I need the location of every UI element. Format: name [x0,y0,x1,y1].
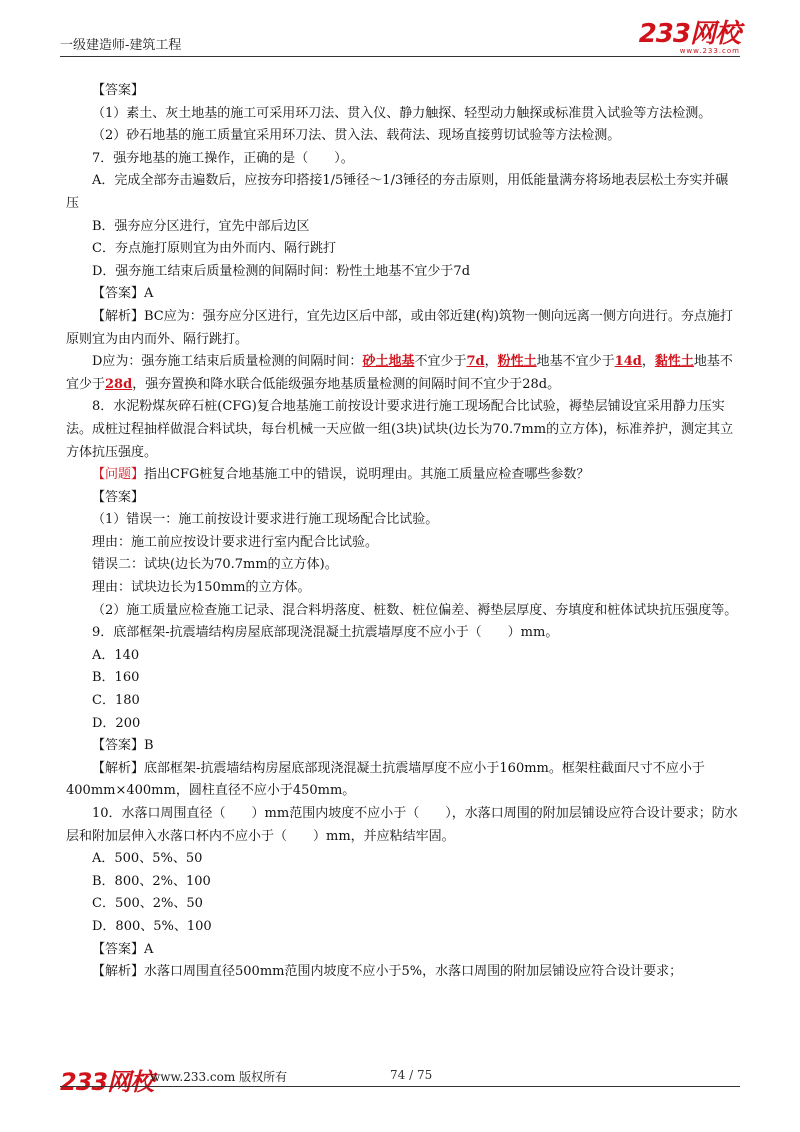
answer-text: 错误二：试块(边长为70.7mm的立方体)。 [92,557,338,573]
question-prompt [66,464,738,487]
answer-text: 理由：施工前应按设计要求进行室内配合比试验。 [92,534,379,550]
option-c: C．500、2%、50 [92,896,203,912]
option-b: B．强夯应分区进行，宜先中部后边区 [92,218,310,234]
page-header [60,19,740,58]
option-a: A．500、5%、50 [92,851,203,867]
option-c: C．夯点施打原则宜为由外而内、隔行跳打 [92,241,336,257]
footer-logo: 233网校 [60,1068,154,1096]
brand-logo [638,19,740,55]
answer-value: A [144,286,154,302]
answer-label: 【答案】 [92,941,145,957]
answer-line [66,939,738,962]
analysis-text: ， [484,354,498,370]
question-10: 10．水落口周围直径（ ）mm范围内坡度不应小于（ ），水落口周围的附加层铺设应符合设计要求；防水层和附加层伸入水落口杯内不应小于（ ）mm，并应粘结牢固。 [66,806,738,844]
option-a: A．完成全部夯击遍数后，应按夯印搭接1/5锤径～1/3锤径的夯击原则，用低能量满夯将场地表层松土夯实并碾压 [66,173,729,211]
question-8: 8．水泥粉煤灰碎石桩(CFG)复合地基施工前按设计要求进行施工现场配合比试验，褥垫层铺设宜采用静力压实法。成桩过程抽样做混合料试块，每台机械一天应做一组(3块)试块(边长为70.7mm的立方体)，标准养护，测定其立方体抗压强度。 [66,399,734,460]
analysis-line [66,351,738,396]
page-number: 74 / 75 [390,1068,433,1082]
highlight: 砂土地基 [362,354,415,370]
analysis-text: ，强夯置换和降水联合低能级强夯地基质量检测的间隔时间不宜少于28d。 [132,376,561,392]
answer-label: 【答案】 [92,738,145,754]
analysis-text: BC应为：强夯应分区进行，宜先边区后中部，或由邻近建(构)筑物一侧向远离一侧方向进行。夯点施打原则宜为由内而外、隔行跳打。 [66,308,733,347]
option-a: A．140 [92,647,140,663]
question-text: 指出CFG桩复合地基施工中的错误，说明理由。其施工质量应检查哪些参数？ [144,467,590,483]
answer-text: （1）素土、灰土地基的施工可采用环刀法、贯入仪、静力触探、轻型动力触探或标准贯入试验等方法检测。 [92,105,712,121]
answer-label: 【答案】 [92,489,145,505]
analysis-label: 【解析】 [92,964,145,980]
analysis-text: D应为：强夯施工结束后质量检测的间隔时间： [92,354,363,370]
analysis-text: 地基不宜少于 [536,354,615,370]
question-7: 7．强夯地基的施工操作，正确的是（ ）。 [92,150,354,166]
highlight: 28d [105,376,133,392]
footer-divider [60,1086,740,1087]
option-b: B．160 [92,670,140,686]
answer-text: 理由：试块边长为150mm的立方体。 [92,580,311,596]
header-divider [60,56,740,57]
analysis-line [66,306,738,351]
option-d: D．强夯施工结束后质量检测的间隔时间：粉性土地基不宜少于7d [92,263,471,279]
option-d: D．800、5%、100 [92,918,212,934]
answer-label: 【答案】 [92,286,145,302]
highlight: 14d [614,354,642,370]
option-c: C．180 [92,693,140,709]
answer-text: （1）错误一：施工前按设计要求进行施工现场配合比试验。 [92,512,439,528]
answer-value: B [144,738,154,754]
answer-line [66,283,738,306]
answer-text: （2）砂石地基的施工质量宜采用环刀法、贯入法、载荷法、现场直接剪切试验等方法检测。 [92,128,621,144]
option-b: B．800、2%、100 [92,873,211,889]
analysis-label: 【解析】 [92,760,145,776]
analysis-label: 【解析】 [92,308,145,324]
answer-text: （2）施工质量应检查施工记录、混合料坍落度、桩数、桩位偏差、褥垫层厚度、夯填度和桩体试块抗压强度等。 [92,602,738,618]
question-9: 9．底部框架-抗震墙结构房屋底部现浇混凝土抗震墙厚度不应小于（ ）mm。 [92,625,559,641]
highlight: 粉性土 [497,354,537,370]
page-content [66,80,738,984]
analysis-text: ， [641,354,655,370]
logo-url: www.233.com [679,47,740,55]
highlight: 黏性土 [654,354,694,370]
analysis-line [66,758,738,803]
page-footer [60,1066,740,1102]
highlight: 7d [466,354,485,370]
logo-text: 233网校 [638,19,740,49]
document-title: 一级建造师-建筑工程 [60,38,182,53]
analysis-text: 底部框架-抗震墙结构房屋底部现浇混凝土抗震墙厚度不应小于160mm。框架柱截面尺寸不应小于400mm×400mm，圆柱直径不应小于450mm。 [66,760,705,799]
answer-line [66,735,738,758]
analysis-line [66,961,738,984]
analysis-text: 不宜少于 [414,354,467,370]
answer-label: 【答案】 [92,83,145,98]
analysis-text: 水落口周围直径500mm范围内坡度不应小于5%，水落口周围的附加层铺设应符合设计要求； [144,964,683,980]
analysis-text: 地基不宜少于 [66,354,733,392]
question-label: 【问题】 [92,467,145,483]
answer-value: A [144,941,154,957]
option-d: D．200 [92,715,141,731]
copyright-text: www.233.com 版权所有 [150,1070,288,1084]
